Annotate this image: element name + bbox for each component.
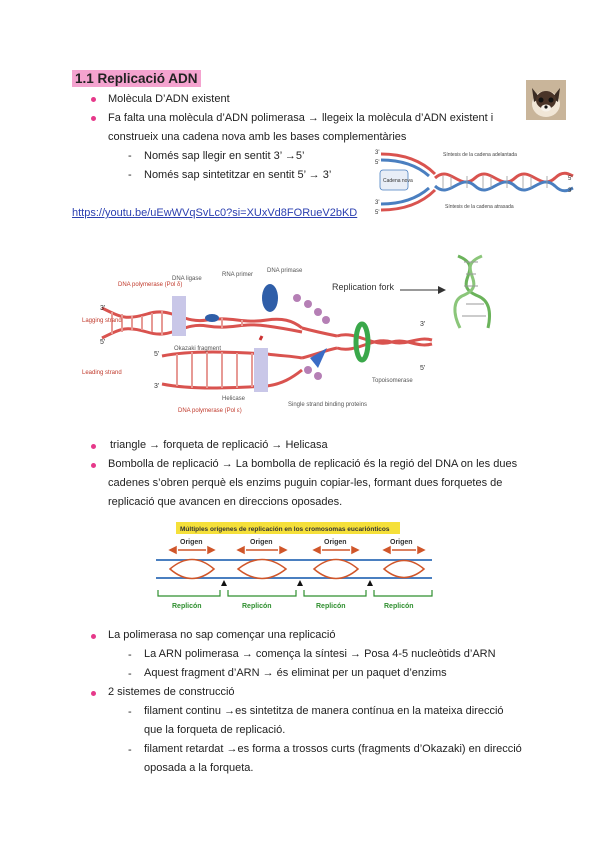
bullet-text: Molècula D’ADN existent [108,93,230,105]
dog-photo [526,80,566,120]
svg-text:Replicón: Replicón [316,603,346,610]
svg-text:3': 3' [568,188,573,194]
svg-text:5': 5' [420,365,426,372]
bullet-text-continued: construeix una cadena nova amb les bases complementàries [108,131,407,143]
svg-text:3': 3' [375,200,380,206]
svg-text:DNA polymerase (Pol ε): DNA polymerase (Pol ε) [178,408,242,414]
svg-text:3': 3' [375,150,380,156]
label-lagging-synthesis: Síntesis de la cadena atrasada [445,204,514,210]
svg-text:5': 5' [568,176,573,182]
small-replication-diagram [375,146,575,218]
subitem-text: Només sap sintetitzar en sentit 5’ → 3’ [144,169,332,181]
subitem-text: filament continu →es sintetitza de manera contínua en la mateixa direcció [144,705,504,717]
bullet-text: Bombolla de replicació → La bombolla de replicació és la regió del DNA on les dues [108,458,518,470]
replication-fork-diagram [82,258,452,428]
svg-text:RNA primer: RNA primer [222,272,254,278]
svg-text:Replication fork: Replication fork [332,282,395,292]
bullet-text-continued: cadenes s’obren perquè els enzims puguin copiar-les, formant dues forquetes de [108,477,503,489]
svg-text:Origen: Origen [180,539,203,546]
svg-text:3': 3' [100,305,106,312]
bullet-dot [91,97,96,102]
replication-origins-diagram [150,520,435,615]
svg-text:Topoisomerase: Topoisomerase [372,378,413,384]
svg-text:5': 5' [154,351,160,358]
svg-text:Replicón: Replicón [242,603,272,610]
svg-text:Helicase: Helicase [222,396,246,402]
bullet-dot [91,444,96,449]
subitem-text: filament retardat →es forma a trossos curts (fragments d’Okazaki) en direcció [144,743,522,755]
bullet-dot [91,634,96,639]
subitem-text: Aquest fragment d’ARN → és eliminat per un paquet d’enzims [144,667,447,679]
origins-title: Múltiples orígenes de replicación en los cromosomas eucariónticos [180,526,390,533]
svg-text:Replicón: Replicón [384,603,414,610]
svg-text:Lagging strand: Lagging strand [82,318,122,324]
section-title: 1.1 Replicació ADN [72,70,201,87]
label-leading-synthesis: Síntesis de la cadena adelantada [443,152,517,158]
bullet-text: triangle → forqueta de replicació → Helicasa [110,439,328,451]
dna-helix-icon [448,254,498,330]
subitem-text-continued: oposada a la forqueta. [144,762,254,774]
bullet-dot [91,463,96,468]
svg-text:DNA ligase: DNA ligase [172,276,202,282]
new-strand-label: Cadena nova [383,178,413,184]
svg-text:5': 5' [375,210,380,216]
dash-marker: - [128,649,132,661]
svg-text:Okazaki fragment: Okazaki fragment [174,346,222,352]
bullet-text: 2 sistemes de construcció [108,686,235,698]
svg-text:5': 5' [100,339,106,346]
bullet-dot [91,691,96,696]
svg-text:DNA primase: DNA primase [267,268,303,274]
dash-marker: - [128,706,132,718]
svg-text:3': 3' [154,383,160,390]
youtube-link[interactable]: https://youtu.be/uEwWVqSvLc0?si=XUxVd8FORueV2bKD [72,207,358,219]
subitem-text: Només sap llegir en sentit 3’ →5’ [144,150,305,162]
bullet-text: La polimerasa no sap començar una replicació [108,629,336,641]
svg-text:Replicón: Replicón [172,603,202,610]
svg-text:DNA polymerase (Pol δ): DNA polymerase (Pol δ) [118,282,183,288]
bullet-text: Fa falta una molècula d’ADN polimerasa → llegeix la molècula d’ADN existent i [108,112,494,124]
dash-marker: - [128,169,132,181]
bullet-text-continued: replicació que avancen en direccions oposades. [108,496,343,508]
dash-marker: - [128,150,132,162]
svg-text:Origen: Origen [324,539,347,546]
bullet-dot [91,116,96,121]
dash-marker: - [128,668,132,680]
svg-text:Leading strand: Leading strand [82,370,122,376]
dash-marker: - [128,744,132,756]
svg-text:5': 5' [375,160,380,166]
subitem-text-continued: que la forqueta de replicació. [144,724,286,736]
svg-text:3': 3' [420,321,426,328]
svg-text:Single strand binding proteins: Single strand binding proteins [288,402,368,408]
svg-text:Origen: Origen [390,539,413,546]
svg-text:Origen: Origen [250,539,273,546]
subitem-text: La ARN polimerasa → comença la síntesi → Posa 4-5 nucleòtids d’ARN [144,648,496,660]
